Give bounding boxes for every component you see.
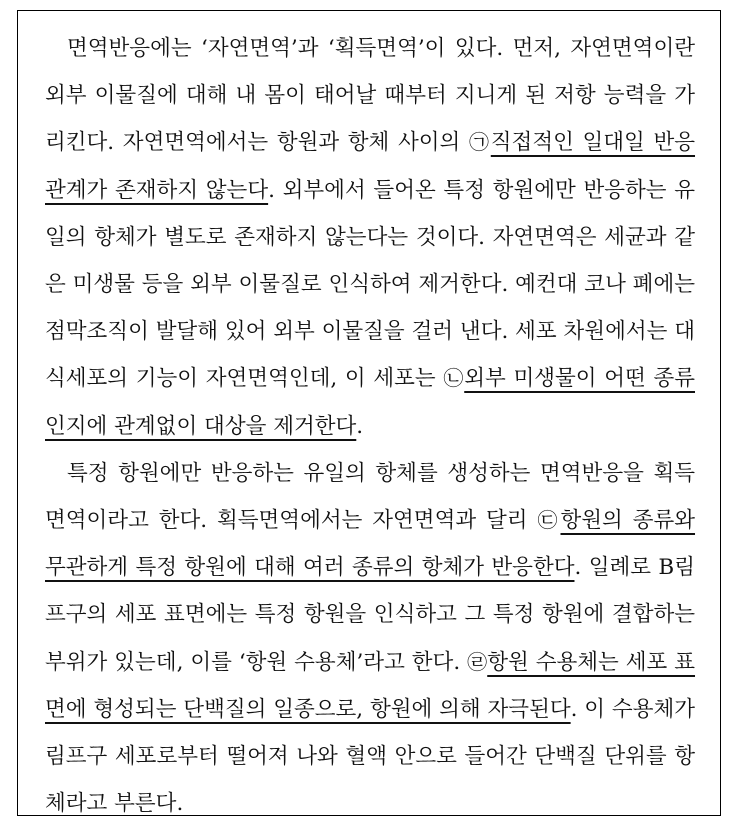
underlined-phrase-1: 직접적인 일대일 반응 관계가 존재하지 않는다 (45, 130, 696, 203)
passage-box (17, 10, 721, 816)
passage-text (45, 25, 695, 827)
underlined-phrase-2: 외부 미생물이 어떤 종류인지에 관계없이 대상을 제거한다 (45, 366, 695, 439)
underlined-phrase-4: 항원 수용체는 세포 표면에 형성되는 단백질의 일종으로, 항원에 의해 자극된다 (45, 649, 696, 722)
p2-text-3: . 이 수용체가 림프구 세포로부터 떨어져 나와 혈액 안으로 들어간 단백질 단위를 항체라고 부른다. (45, 696, 696, 817)
p1-text-1: 면역반응에는 ‘자연면역’과 ‘획득면역’이 있다. 먼저, 자연면역이란 외부 이물질에 대해 내 몸이 태어날 때부터 지니게 된 저항 능력을 가리킨다. 자연면역에서는 항원과 항체 사이의 (45, 36, 695, 156)
paragraph-natural-immunity (45, 25, 695, 450)
paragraph-acquired-immunity (45, 450, 695, 828)
p1-text-2: . 외부에서 들어온 특정 항원에만 반응하는 유일의 항체가 별도로 존재하지 않는다는 것이다. 자연면역은 세균과 같은 미생물 등을 외부 이물질로 인식하여 제거한다. 예컨대 코나 폐에는 점막조직이 발달해 있어 외부 이물질을 걸러 낸다. 세포 차원에서는 대식세포의 기능이 자연면역인데, 이 세포는 (45, 177, 695, 392)
p1-text-3: . (356, 413, 364, 439)
mark-1-circled: ㉠ (468, 130, 491, 155)
p2-text-2: . 일례로 B림프구의 세포 표면에는 특정 항원을 인식하고 그 특정 항원에 결합하는 부위가 있는데, 이를 ‘항원 수용체’라고 한다. (45, 555, 695, 675)
p2-text-1: 특정 항원에만 반응하는 유일의 항체를 생성하는 면역반응을 획득면역이라고 한다. 획득면역에서는 자연면역과 달리 (45, 460, 695, 534)
mark-2-circled: ㉡ (443, 366, 465, 391)
mark-3-circled: ㉢ (537, 508, 561, 533)
mark-4-circled: ㉣ (467, 649, 488, 674)
underlined-phrase-3: 항원의 종류와 무관하게 특정 항원에 대해 여러 종류의 항체가 반응한다 (45, 508, 696, 581)
